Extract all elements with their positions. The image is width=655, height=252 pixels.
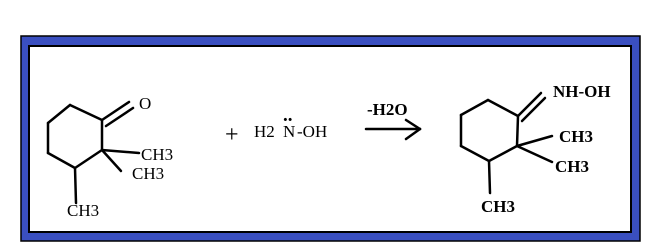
reactant-methyl-label-3: CH3 — [67, 201, 100, 220]
methyl-bond-bottom — [75, 168, 76, 203]
product-methyl-label-2: CH3 — [555, 157, 589, 176]
arrow-label: -H2O — [367, 100, 408, 119]
reagent-nitrogen-label: N — [283, 122, 296, 141]
reagent-lone-pair: .. — [283, 105, 293, 126]
reactant-methyl-label-1: CH3 — [141, 145, 174, 164]
product-oxime-label: NH-OH — [553, 82, 611, 101]
plus-sign: + — [225, 122, 239, 148]
reactant-methyl-label-2: CH3 — [132, 164, 165, 183]
product-methyl-bond-bottom — [489, 161, 490, 193]
reactant-oxygen-label: O — [139, 94, 152, 113]
reagent-h2-label: H2 — [254, 122, 275, 141]
reagent-oh-label: -OH — [297, 122, 328, 141]
product-methyl-label-1: CH3 — [559, 127, 593, 146]
product-methyl-label-3: CH3 — [481, 197, 515, 216]
product-ring-bond-right — [517, 116, 518, 146]
